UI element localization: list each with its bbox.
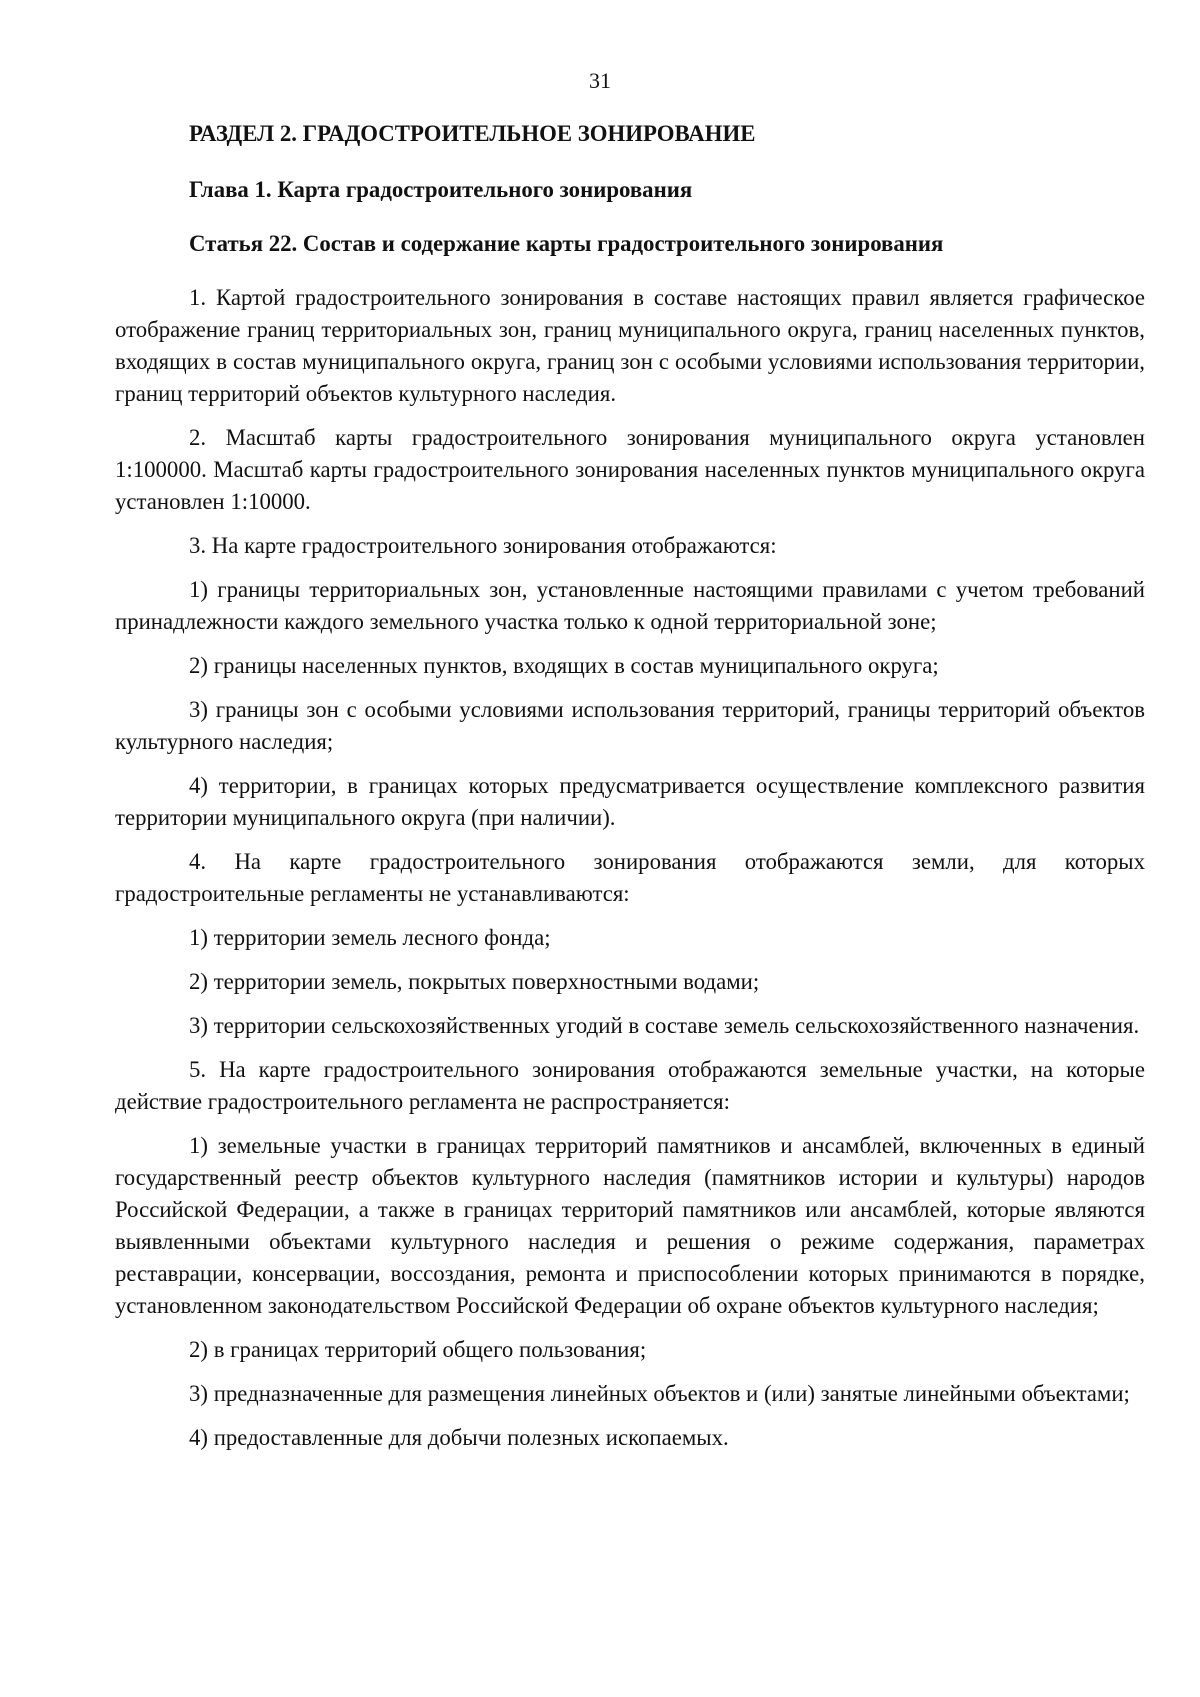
page-number: 31: [589, 68, 611, 93]
list-item: 1) земельные участки в границах территорий памятников и ансамблей, включенных в единый государственный реестр объектов культурного наследия (памятников истории и культуры) народов Российской Федерации, а также в границах территорий памятников или ансамблей, которые являются выявленными объектами культурного наследия и решения о режиме содержания, параметрах реставрации, консервации, воссоздания, ремонта и приспособлении которых принимаются в порядке, установленном законодательством Российской Федерации об охране объектов культурного наследия;: [115, 1133, 1145, 1318]
list-item: 3) территории сельскохозяйственных угодий в составе земель сельскохозяйственного назначения.: [189, 1013, 1140, 1038]
list-item: 4) территории, в границах которых предусматривается осуществление комплексного развития территории муниципального округа (при наличии).: [115, 773, 1145, 830]
list-item: 2) границы населенных пунктов, входящих в состав муниципального округа;: [189, 653, 939, 678]
list-item: 3) границы зон с особыми условиями использования территорий, границы территорий объектов культурного наследия;: [115, 697, 1145, 754]
article-title: Статья 22. Состав и содержание карты градостроительного зонирования: [189, 231, 944, 256]
document-body: [115, 118, 1145, 1466]
list-item: 3) предназначенные для размещения линейных объектов и (или) занятые линейными объектами;: [189, 1381, 1130, 1406]
section-title: РАЗДЕЛ 2. ГРАДОСТРОИТЕЛЬНОЕ ЗОНИРОВАНИЕ: [189, 121, 756, 146]
paragraph: 1. Картой градостроительного зонирования в составе настоящих правил является графическое отображение границ территориальных зон, границ муниципального округа, границ населенных пунктов, входящих в состав муниципального округа, границ зон с особыми условиями использования территории, границ территорий объектов культурного наследия.: [115, 285, 1145, 406]
paragraph: 4. На карте градостроительного зонирования отображаются земли, для которых градостроительные регламенты не устанавливаются:: [115, 849, 1145, 906]
list-item: 1) границы территориальных зон, установленные настоящими правилами с учетом требований принадлежности каждого земельного участка только к одной территориальной зоне;: [115, 577, 1145, 634]
list-item: 2) территории земель, покрытых поверхностными водами;: [189, 969, 760, 994]
paragraph: 5. На карте градостроительного зонирования отображаются земельные участки, на которые действие градостроительного регламента не распространяется:: [115, 1057, 1145, 1114]
list-item: 2) в границах территорий общего пользования;: [189, 1337, 647, 1362]
list-item: 4) предоставленные для добычи полезных ископаемых.: [189, 1425, 729, 1450]
list-item: 1) территории земель лесного фонда;: [189, 925, 551, 950]
paragraph: 3. На карте градостроительного зонирования отображаются:: [189, 533, 777, 558]
chapter-title: Глава 1. Карта градостроительного зонирования: [189, 177, 693, 202]
paragraph: 2. Масштаб карты градостроительного зонирования муниципального округа установлен 1:100000. Масштаб карты градостроительного зонирования населенных пунктов муниципального округа установлен 1:10000.: [115, 425, 1145, 514]
